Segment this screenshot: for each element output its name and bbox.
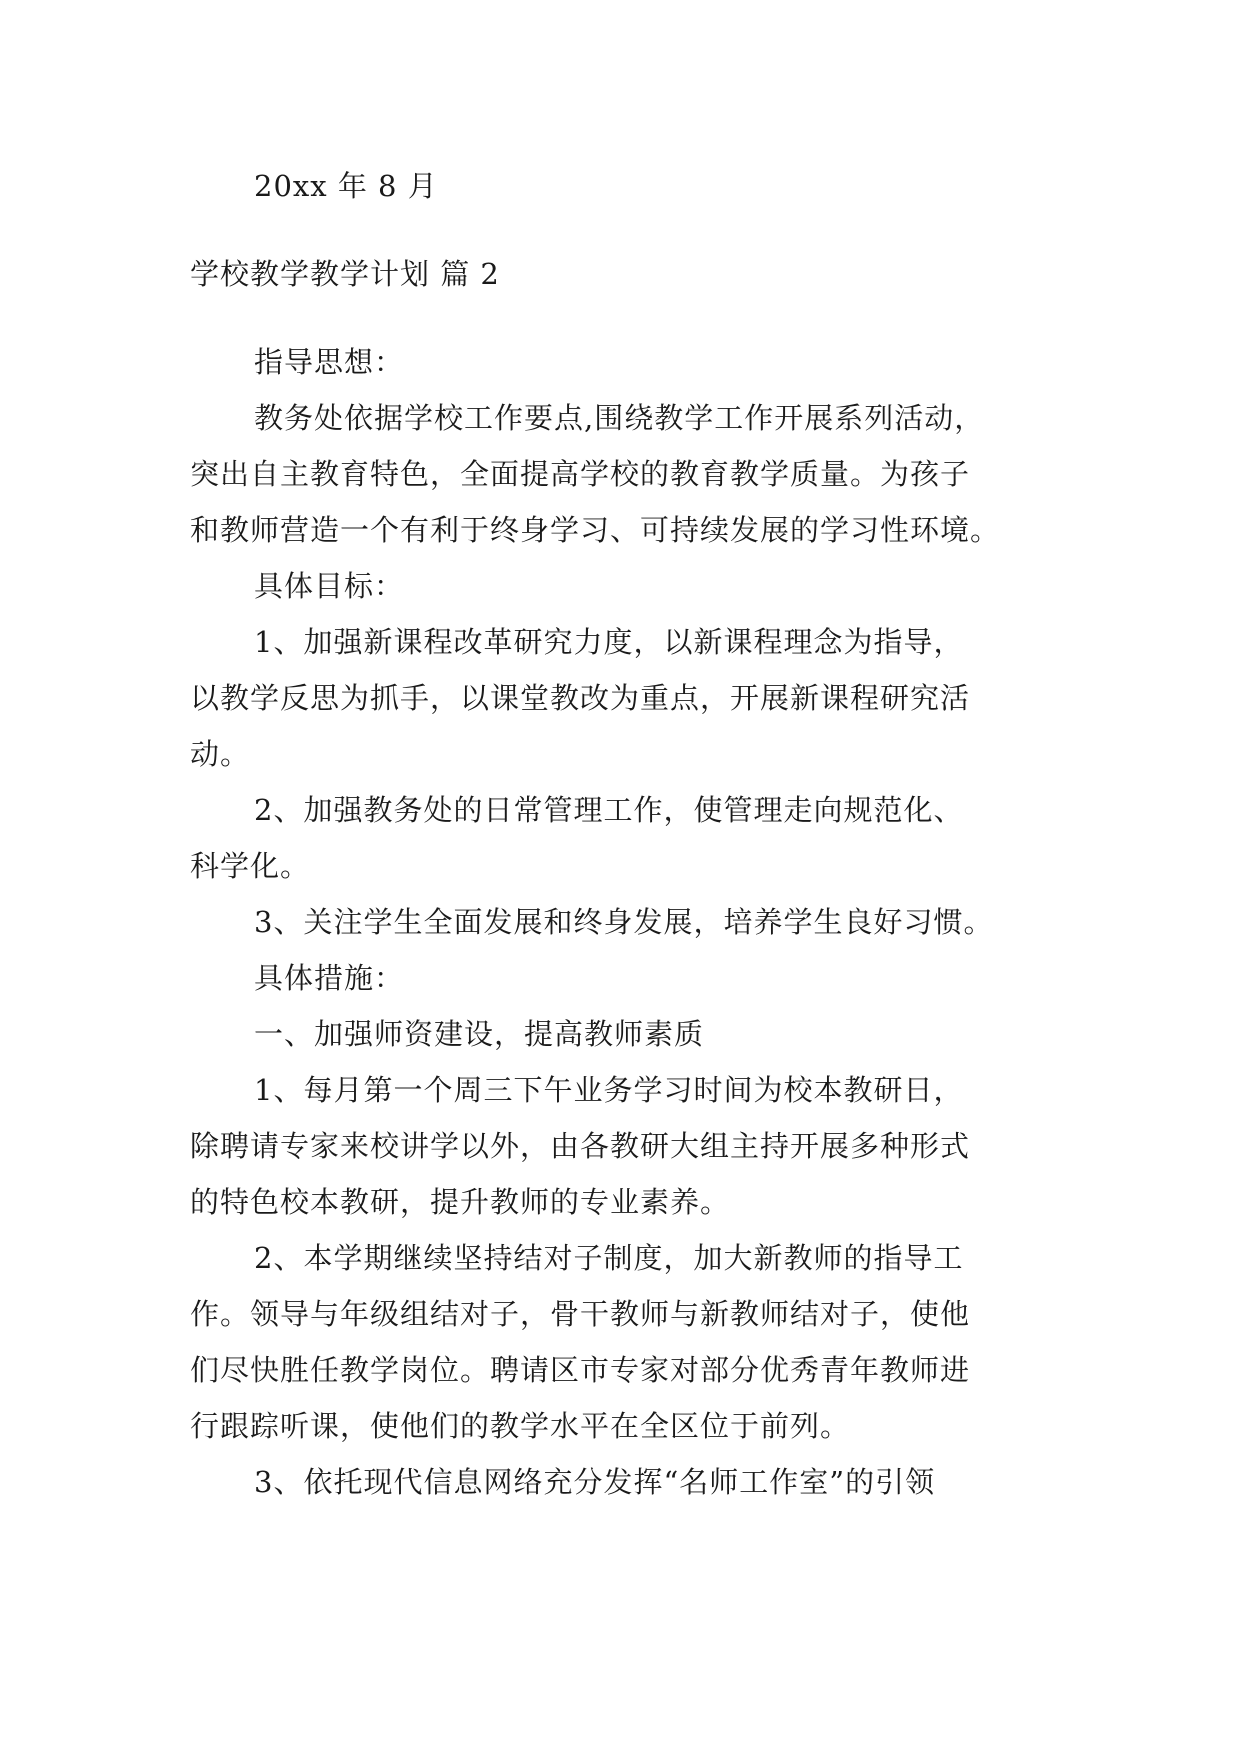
paragraph-line: 2、本学期继续坚持结对子制度，加大新教师的指导工 <box>254 1241 964 1275</box>
date-line: 20xx 年 8 月 <box>254 169 438 203</box>
section-title: 学校教学教学计划 篇 2 <box>190 257 500 291</box>
paragraph-heading-specific-measures: 具体措施： <box>254 961 405 995</box>
paragraph-line: 作。领导与年级组结对子，骨干教师与新教师结对子，使他 <box>190 1297 971 1331</box>
paragraph-line: 和教师营造一个有利于终身学习、可持续发展的学习性环境。 <box>190 513 1001 547</box>
paragraph-line: 以教学反思为抓手，以课堂教改为重点，开展新课程研究活 <box>190 681 971 715</box>
paragraph-line: 行跟踪听课，使他们的教学水平在全区位于前列。 <box>190 1409 851 1443</box>
paragraph-line: 2、加强教务处的日常管理工作，使管理走向规范化、 <box>254 793 964 827</box>
paragraph-line: 3、依托现代信息网络充分发挥“名师工作室”的引领 <box>254 1465 936 1499</box>
paragraph-line: 科学化。 <box>190 849 311 883</box>
paragraph-line: 们尽快胜任教学岗位。聘请区市专家对部分优秀青年教师进 <box>190 1353 971 1387</box>
paragraph-line: 1、加强新课程改革研究力度，以新课程理念为指导， <box>254 625 964 659</box>
paragraph-line: 3、关注学生全面发展和终身发展，培养学生良好习惯。 <box>254 905 994 939</box>
paragraph-heading-specific-goals: 具体目标： <box>254 569 405 603</box>
paragraph-line: 突出自主教育特色，全面提高学校的教育教学质量。为孩子 <box>190 457 971 491</box>
paragraph-line: 的特色校本教研，提升教师的专业素养。 <box>190 1185 731 1219</box>
paragraph-line: 教务处依据学校工作要点,围绕教学工作开展系列活动， <box>254 401 985 435</box>
paragraph-heading-guiding-thought: 指导思想： <box>254 345 405 379</box>
paragraph-line: 除聘请专家来校讲学以外，由各教研大组主持开展多种形式 <box>190 1129 971 1163</box>
paragraph-subheading: 一、加强师资建设，提高教师素质 <box>254 1017 705 1051</box>
paragraph-line: 1、每月第一个周三下午业务学习时间为校本教研日， <box>254 1073 964 1107</box>
paragraph-line: 动。 <box>190 737 251 771</box>
